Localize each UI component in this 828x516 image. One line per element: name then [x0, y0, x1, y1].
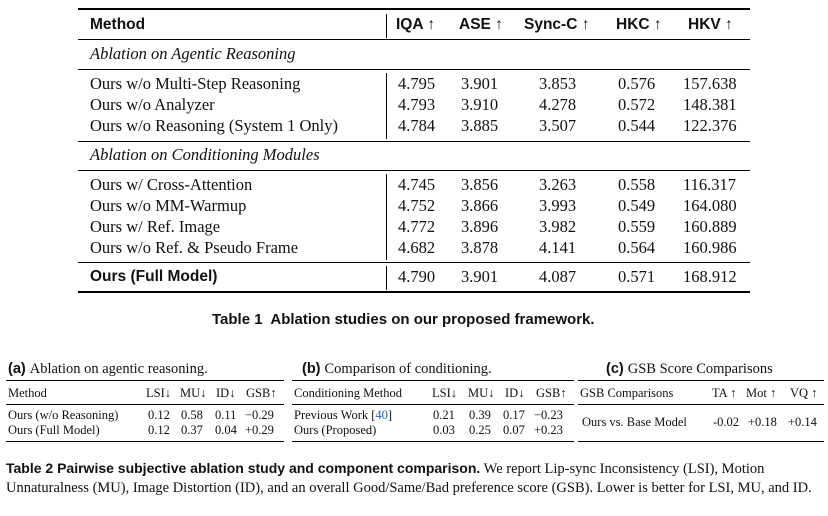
- top-rule: [292, 380, 574, 381]
- citation-link[interactable]: 40: [375, 408, 388, 422]
- col-header-hkc: HKC ↑: [616, 16, 662, 33]
- section-title-conditioning: Ablation on Conditioning Modules: [90, 145, 320, 164]
- cell-ase: 3.896: [461, 217, 499, 236]
- col-header-mu: MU↓: [180, 386, 207, 400]
- cell-hkc: 0.559: [618, 217, 656, 236]
- cell-hkv: 122.376: [683, 116, 737, 135]
- row-method: Ours w/o Analyzer: [90, 95, 215, 114]
- bottom-rule: [292, 441, 574, 442]
- col-header-ase: ASE ↑: [459, 16, 503, 33]
- col-header-conditioning-method: Conditioning Method: [294, 386, 402, 400]
- subtable-tag: (a): [8, 361, 26, 377]
- col-header-gsb: GSB↑: [536, 386, 567, 400]
- top-rule: [78, 8, 750, 10]
- col-header-method: Method: [8, 386, 47, 400]
- col-header-gsb-comparisons: GSB Comparisons: [580, 386, 674, 400]
- cell-sync-c: 3.507: [539, 116, 577, 135]
- cell-lsi: 0.12: [148, 423, 170, 437]
- caption-bold: Table 2 Pairwise subjective ablation study and component comparison.: [6, 460, 481, 476]
- cell-mu: 0.37: [181, 423, 203, 437]
- col-header-id: ID↓: [505, 386, 525, 400]
- row-comparison: Ours vs. Base Model: [582, 415, 687, 429]
- cell-iqa: 4.745: [398, 175, 436, 194]
- col-header-lsi: LSI↓: [432, 386, 457, 400]
- cell-sync-c: 3.853: [539, 74, 577, 93]
- section-title-agentic: Ablation on Agentic Reasoning: [90, 44, 296, 63]
- row-method: Ours w/o Reasoning (System 1 Only): [90, 116, 338, 135]
- col-header-method: Method: [90, 16, 146, 33]
- cell-hkv: 168.912: [683, 267, 737, 286]
- cell-mu: 0.25: [469, 423, 491, 437]
- cell-ase: 3.856: [461, 175, 499, 194]
- cell-hkv: 148.381: [683, 95, 737, 114]
- cell-sync-c: 3.982: [539, 217, 577, 236]
- caption-text: Ablation studies on our proposed framework.: [270, 311, 595, 328]
- col-header-id: ID↓: [216, 386, 236, 400]
- cell-hkv: 160.986: [683, 238, 737, 257]
- cell-iqa: 4.772: [398, 217, 436, 236]
- col-header-lsi: LSI↓: [146, 386, 171, 400]
- header-rule: [78, 39, 750, 40]
- cell-id: 0.07: [503, 423, 525, 437]
- cell-hkc: 0.576: [618, 74, 656, 93]
- row-method: Previous Work [40]: [294, 408, 393, 422]
- cell-ase: 3.901: [461, 267, 499, 286]
- section-rule: [78, 69, 750, 70]
- row-method: Ours w/o MM-Warmup: [90, 196, 247, 215]
- cell-id: 0.17: [503, 408, 525, 422]
- cell-ta: -0.02: [713, 415, 740, 429]
- table2c-title: [606, 361, 773, 377]
- subtable-title: Ablation on agentic reasoning.: [29, 361, 208, 377]
- col-header-vq: VQ ↑: [790, 386, 818, 400]
- subtable-title: GSB Score Comparisons: [627, 361, 773, 377]
- cell-ase: 3.910: [461, 95, 499, 114]
- cell-gsb: +0.29: [245, 423, 274, 437]
- row-method: Ours (Full Model): [90, 268, 218, 285]
- cell-iqa: 4.790: [398, 267, 436, 286]
- cell-ase: 3.878: [461, 238, 499, 257]
- column-divider: [386, 266, 387, 290]
- col-header-sync-c: Sync-C ↑: [524, 16, 590, 33]
- cell-id: 0.04: [215, 423, 237, 437]
- subtable-tag: (c): [606, 361, 624, 377]
- cell-hkv: 160.889: [683, 217, 737, 236]
- row-method: Ours w/o Multi-Step Reasoning: [90, 74, 301, 93]
- row-method: Ours w/o Ref. & Pseudo Frame: [90, 238, 299, 257]
- cell-gsb: −0.23: [534, 408, 563, 422]
- cell-hkc: 0.549: [618, 196, 656, 215]
- cell-sync-c: 4.141: [539, 238, 577, 257]
- cell-iqa: 4.752: [398, 196, 436, 215]
- bottom-rule: [6, 441, 284, 442]
- cell-sync-c: 4.087: [539, 267, 577, 286]
- cell-ase: 3.901: [461, 74, 499, 93]
- col-header-mu: MU↓: [468, 386, 495, 400]
- section-rule: [78, 141, 750, 142]
- cell-hkv: 164.080: [683, 196, 737, 215]
- row-method: Ours (w/o Reasoning): [8, 408, 119, 422]
- cell-lsi: 0.12: [148, 408, 170, 422]
- cell-id: 0.11: [215, 408, 237, 422]
- cell-hkc: 0.571: [618, 267, 656, 286]
- cell-iqa: 4.784: [398, 116, 436, 135]
- row-method: Ours (Proposed): [294, 423, 377, 437]
- col-header-ta: TA ↑: [712, 386, 737, 400]
- cell-sync-c: 4.278: [539, 95, 577, 114]
- bottom-rule: [578, 441, 824, 442]
- col-header-iqa: IQA ↑: [396, 16, 436, 33]
- cell-hkv: 157.638: [683, 74, 737, 93]
- section-rule: [78, 262, 750, 263]
- cell-ase: 3.866: [461, 196, 499, 215]
- subtable-title: Comparison of conditioning.: [324, 361, 492, 377]
- column-divider: [386, 73, 387, 139]
- row-method-text: Previous Work: [294, 408, 369, 422]
- top-rule: [578, 380, 824, 381]
- cell-gsb: −0.29: [245, 408, 274, 422]
- header-rule: [292, 404, 574, 405]
- column-divider: [386, 14, 387, 38]
- cell-mu: 0.39: [469, 408, 491, 422]
- cell-gsb: +0.23: [534, 423, 563, 437]
- cell-iqa: 4.795: [398, 74, 436, 93]
- cell-mot: +0.18: [748, 415, 777, 429]
- table2a-title: [8, 361, 208, 377]
- cell-sync-c: 3.263: [539, 175, 577, 194]
- col-header-gsb: GSB↑: [246, 386, 277, 400]
- cell-lsi: 0.21: [433, 408, 455, 422]
- cell-hkc: 0.564: [618, 238, 656, 257]
- table1-caption: [212, 312, 595, 327]
- cell-sync-c: 3.993: [539, 196, 577, 215]
- cell-iqa: 4.682: [398, 238, 436, 257]
- row-method: Ours w/ Cross-Attention: [90, 175, 253, 194]
- top-rule: [6, 380, 284, 381]
- header-rule: [6, 404, 284, 405]
- cell-hkc: 0.558: [618, 175, 656, 194]
- cell-lsi: 0.03: [433, 423, 455, 437]
- cell-ase: 3.885: [461, 116, 499, 135]
- subtable-tag: (b): [302, 361, 321, 377]
- cell-vq: +0.14: [788, 415, 817, 429]
- caption-text: We report Lip-sync Inconsistency (LSI), Motion Unnaturalness (MU), Image Distortion (ID), and an overall Good/Same/Bad preference score (GSB). Lower is better for LSI, MU, and ID.: [6, 461, 812, 496]
- header-rule: [578, 404, 824, 405]
- cell-hkc: 0.544: [618, 116, 656, 135]
- cell-mu: 0.58: [181, 408, 203, 422]
- section-rule: [78, 170, 750, 171]
- cell-hkc: 0.572: [618, 95, 656, 114]
- bottom-rule: [78, 291, 750, 293]
- cell-hkv: 116.317: [683, 175, 737, 194]
- row-method: Ours (Full Model): [8, 423, 100, 437]
- col-header-hkv: HKV ↑: [688, 16, 733, 33]
- column-divider: [386, 174, 387, 260]
- col-header-mot: Mot ↑: [746, 386, 777, 400]
- cell-iqa: 4.793: [398, 95, 436, 114]
- caption-label: Table 1: [212, 311, 263, 328]
- row-method: Ours w/ Ref. Image: [90, 217, 221, 236]
- table2b-title: [302, 361, 492, 377]
- table2-caption: [6, 459, 826, 497]
